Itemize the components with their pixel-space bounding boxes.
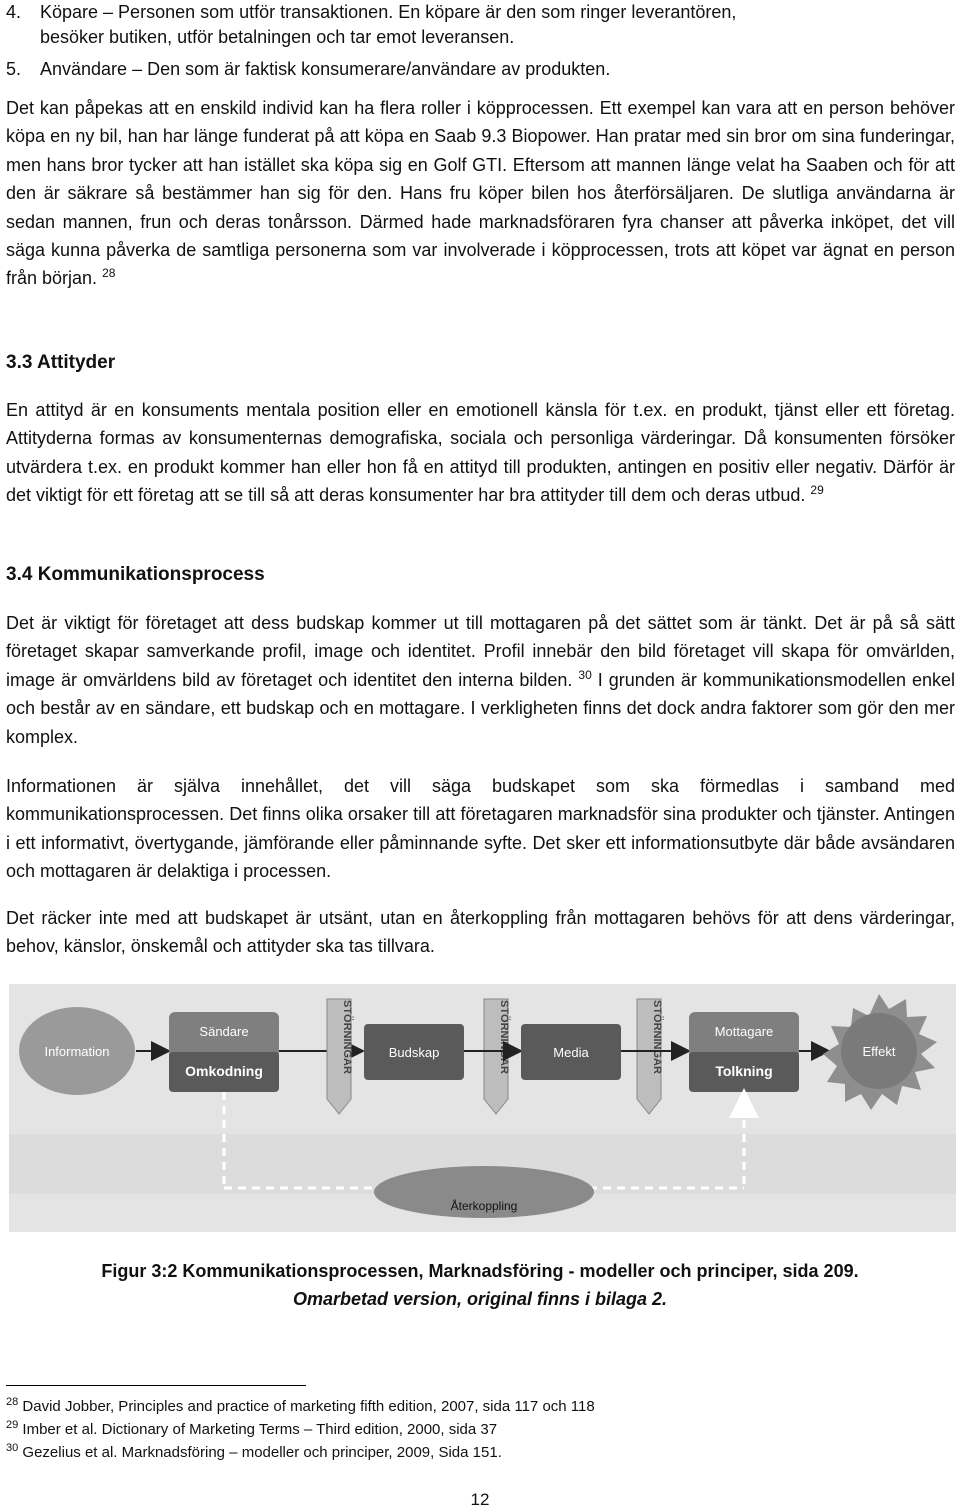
- list-number: 4.: [6, 2, 22, 22]
- list-item: [6, 57, 955, 82]
- list-text: Köpare – Personen som utför transaktionen. En köpare är den som ringer leverantören,: [40, 2, 737, 22]
- list-text-continued: besöker butiken, utför betalningen och tar emot leveransen.: [40, 27, 515, 47]
- budskap-label: Budskap: [388, 1045, 440, 1060]
- tolkning-label: Tolkning: [715, 1063, 773, 1079]
- footnote-ref: 29: [810, 483, 824, 498]
- paragraph-roles: Det kan påpekas att en enskild individ kan ha flera roller i köpprocessen. Ett exempel kan vara att en person behöver köpa en ny bil, han har länge funderat på att köpa en Saab 9.3 Biopower. Han pratar med sin bror om sina funderingar, men hans bror tycker att han istället ska köpa sig en Golf GTI. Eftersom att mannen länge velat ha Saaben och för att den är säkrare så bestämmer han sig för den. Hans fru köper bilen hos återförsäljaren. De slutliga användarna är sedan mannen, frun och deras tonårsson. Därmed hade marknadsföraren fyra chanser att påverka inköpet, det vill säga kunna påverka de samtliga personerna som var involverade i köpprocessen, trots att köpet var ägnat en person från början. $^{28}$: [6, 98, 955, 289]
- figure-caption-note: Omarbetad version, original finns i bilaga 2.: [292, 1289, 668, 1309]
- sandare-label: Sändare: [199, 1024, 249, 1039]
- storningar-label-2: STÖRNINGAR: [498, 1000, 510, 1074]
- information-label: Information: [44, 1044, 110, 1059]
- section-heading-attityder: 3.3 Attityder: [6, 352, 116, 373]
- aterkoppling-label: Återkoppling: [450, 1199, 518, 1213]
- list-text: Användare – Den som är faktisk konsumerare/användare av produkten.: [40, 59, 611, 79]
- footnote: $^{29}$ Imber et al. Dictionary of Marketing Terms – Third edition, 2000, sida 37: [6, 1419, 498, 1438]
- paragraph-feedback: Det räcker inte med att budskapet är utsänt, utan en återkoppling från mottagaren behövs för att dens värderingar, behov, känslor, önskemål och attityder ska tas tillvara.: [6, 908, 955, 957]
- communication-process-figure: [9, 984, 956, 1232]
- footnote-ref: 30: [578, 667, 592, 682]
- paragraph-attitudes: En attityd är en konsuments mentala position eller en emotionell känsla för t.ex. en produkt, tjänst eller ett företag. Attityderna formas av konsumenternas demografiska, sociala och personliga värderingar. Då konsumenten försöker utvärdera t.ex. en produkt kommer han eller hon få en attityd till produkten, antingen en positiv eller negativ. Därför är det viktigt för ett företag att se till så att deras konsumenter har bra attityder till dem och deras utbud. $^{29}$: [6, 400, 955, 506]
- footnote: $^{28}$ David Jobber, Principles and practice of marketing fifth edition, 2007, sida 117 och 118: [6, 1396, 595, 1415]
- figure-caption: Figur 3:2 Kommunikationsprocessen, Marknadsföring - modeller och principer, sida 209.: [101, 1261, 859, 1281]
- footnote-divider: [6, 1385, 306, 1386]
- paragraph-information: Informationen är själva innehållet, det vill säga budskapet som ska förmedlas i samband med kommunikationsprocessen. Det finns olika orsaker till att företagaren marknadsför sina produkter och tjänster. Antingen i ett informativt, övertygande, jämförande eller påminnande syfte. Det sker ett informationsutbyte där både avsändaren och mottagaren är delaktiga i processen.: [6, 776, 955, 882]
- footnote-number: 30: [6, 1442, 19, 1454]
- section-heading-kommunikation: 3.4 Kommunikationsprocess: [6, 564, 265, 585]
- footnote-number: 29: [6, 1419, 19, 1431]
- effekt-label: Effekt: [862, 1044, 896, 1059]
- footnote-ref: 28: [102, 266, 116, 281]
- footnote-number: 28: [6, 1396, 19, 1408]
- page-number: 12: [470, 1490, 490, 1509]
- mottagare-label: Mottagare: [714, 1024, 774, 1039]
- omkodning-label: Omkodning: [185, 1063, 263, 1079]
- media-label: Media: [553, 1045, 589, 1060]
- storningar-label-1: STÖRNINGAR: [341, 1000, 353, 1074]
- footnote: $^{30}$ Gezelius et al. Marknadsföring – modeller och principer, 2009, Sida 151.: [6, 1442, 502, 1461]
- list-number: 5.: [6, 59, 22, 79]
- list-item: [6, 0, 955, 50]
- storningar-label-3: STÖRNINGAR: [651, 1000, 663, 1074]
- paragraph-communication: Det är viktigt för företaget att dess budskap kommer ut till mottagaren på det sättet som är tänkt. Det är på så sätt företaget skapar samverkande profil, image och identitet. Profil innebär den bild företaget vill skapa för omvärlden, image är omvärldens bild av företaget och identitet den interna bilden. $^{30}$ I grunden är kommunikationsmodellen enkel och består av en sändare, ett budskap och en mottagare. I verkligheten finns det dock andra faktorer som gör den mer komplex.: [6, 613, 955, 747]
- communication-diagram: [9, 984, 956, 1232]
